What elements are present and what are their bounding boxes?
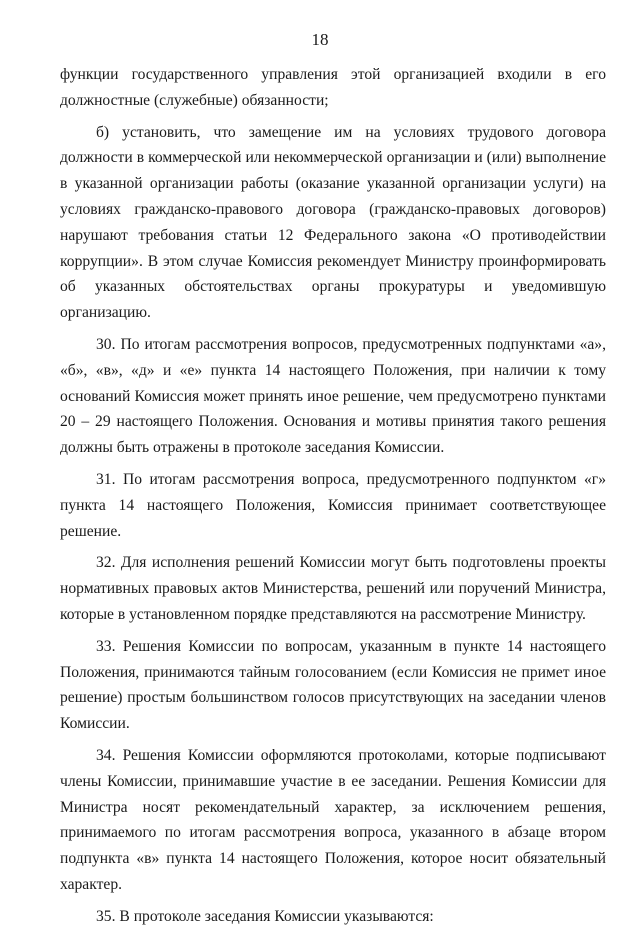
paragraph-item-34: 34. Решения Комиссии оформляются протоколами, которые подписывают члены Комиссии, принимавшие участие в ее заседании. Решения Комиссии для Министра носят рекомендательный характер, за исключением решения, принимаемого по итогам рассмотрения вопроса, указанного в абзаце втором подпункта «в» пункта 14 настоящего Положения, которое носит обязательный характер. [60, 746, 606, 893]
page-number: 18 [311, 30, 329, 49]
paragraph-item-33: 33. Решения Комиссии по вопросам, указанным в пункте 14 настоящего Положения, принимаются тайным голосованием (если Комиссия не примет иное решение) простым большинством голосов присутствующих на заседании членов Комиссии. [60, 637, 606, 733]
paragraph-item-31: 31. По итогам рассмотрения вопроса, предусмотренного подпунктом «г» пункта 14 настоящего Положения, Комиссия принимает соответствующее решение. [60, 470, 606, 540]
document-body [60, 62, 606, 930]
paragraph-item-30: 30. По итогам рассмотрения вопросов, предусмотренных подпунктами «а», «б», «в», «д» и «е» пункта 14 настоящего Положения, при наличии к тому оснований Комиссия может принять иное решение, чем предусмотрено пунктами 20 – 29 настоящего Положения. Основания и мотивы принятия такого решения должны быть отражены в протоколе заседания Комиссии. [60, 335, 606, 457]
paragraph-subitem-b: б) установить, что замещение им на условиях трудового договора должности в коммерческой или некоммерческой организации и (или) выполнение в указанной организации работы (оказание указанной организации услуги) на условиях гражданско-правового договора (гражданско-правовых договоров) нарушают требования статьи 12 Федерального закона «О противодействии коррупции». В этом случае Комиссия рекомендует Министру проинформировать об указанных обстоятельствах органы прокуратуры и уведомившую организацию. [60, 123, 606, 322]
paragraph-item-35: 35. В протоколе заседания Комиссии указываются: [96, 907, 434, 925]
paragraph-continuation: функции государственного управления этой организацией входили в его должностные (служебные) обязанности; [60, 66, 606, 109]
paragraph-item-32: 32. Для исполнения решений Комиссии могут быть подготовлены проекты нормативных правовых актов Министерства, решений или поручений Министра, которые в установленном порядке представляются на рассмотрение Министру. [60, 554, 606, 623]
